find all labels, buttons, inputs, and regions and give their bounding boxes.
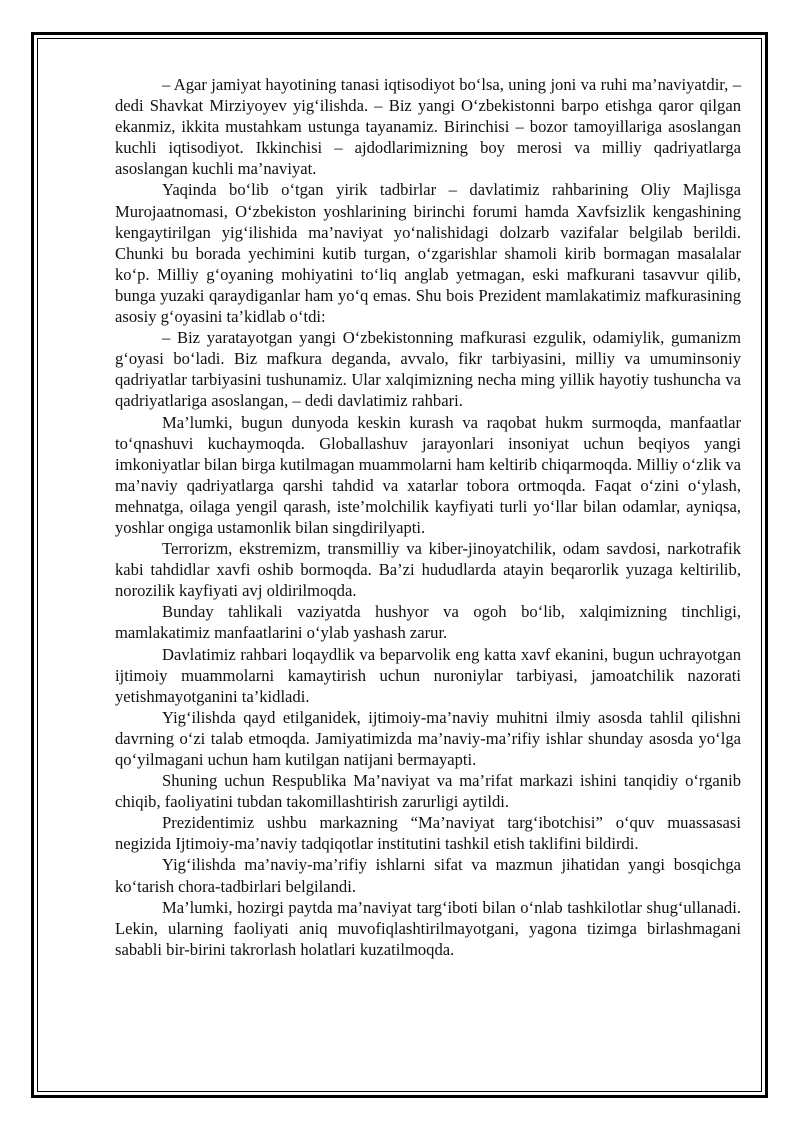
paragraph-3: – Biz yaratayotgan yangi O‘zbekistonning mafkurasi ezgulik, odamiylik, gumanizm g‘oyasi bo‘ladi. Biz mafkura deganda, avvalo, fikr tarbiyasini, milliy va umuminsoniy qadriyatlar tarbiyasini tushunamiz. Ular xalqimizning necha ming yillik hayotiy tushuncha va qadriyatlariga asoslangan, – dedi davlatimiz rahbari. bbox=[115, 328, 741, 411]
document-body bbox=[115, 74, 741, 960]
paragraph-7: Davlatimiz rahbari loqaydlik va beparvolik eng katta xavf ekanini, bugun uchrayotgan ijtimoiy muammolarni kamaytirish uchun nuroniylar tarbiyasi, jamoatchilik nazorati yetishmayotganini ta’kidladi. bbox=[115, 644, 741, 706]
paragraph-11: Yig‘ilishda ma’naviy-ma’rifiy ishlarni sifat va mazmun jihatidan yangi bosqichga ko‘tarish chora-tadbirlari belgilandi. bbox=[115, 855, 741, 896]
paragraph-5: Terrorizm, ekstremizm, transmilliy va kiber-jinoyatchilik, odam savdosi, narkotrafik kabi tahdidlar xavfi oshib bormoqda. Ba’zi hududlarda atayin beqarorlik yuzaga keltirilib, norozilik kayfiyati avj oldirilmoqda. bbox=[115, 539, 741, 601]
paragraph-2: Yaqinda bo‘lib o‘tgan yirik tadbirlar – davlatimiz rahbarining Oliy Majlisga Murojaatnomasi, O‘zbekiston yoshlarining birinchi forumi hamda Xavfsizlik kengashining kengaytirilgan yig‘ilishida ma’naviyat yo‘nalishidagi dolzarb vazifalar belgilab berildi. Chunki bu borada yechimini kutib turgan, o‘zgarishlar shamoli kirib bormagan masalalar ko‘p. Milliy g‘oyaning mohiyatini to‘liq anglab yetmagan, eski mafkurani tasavvur qilib, bunga yuzaki qaraydiganlar ham yo‘q emas. Shu bois Prezident mamlakatimiz mafkurasining asosiy g‘oyasini ta’kidlab o‘tdi: bbox=[115, 180, 741, 327]
paragraph-8: Yig‘ilishda qayd etilganidek, ijtimoiy-ma’naviy muhitni ilmiy asosda tahlil qilishni davrning o‘zi talab etmoqda. Jamiyatimizda ma’naviy-ma’rifiy ishlar shunday asosda yo‘lga qo‘yilmagani uchun ham kutilgan natijani bermayapti. bbox=[115, 707, 741, 769]
paragraph-12: Ma’lumki, hozirgi paytda ma’naviyat targ‘iboti bilan o‘nlab tashkilotlar shug‘ullanadi. Lekin, ularning faoliyati aniq muvofiqlashtirilmayotgani, yagona tizimga birlashmagani sababli bir-birini takrorlash holatlari kuzatilmoqda. bbox=[115, 897, 741, 959]
paragraph-9: Shuning uchun Respublika Ma’naviyat va ma’rifat markazi ishini tanqidiy o‘rganib chiqib, faoliyatini tubdan takomillashtirish zarurligi aytildi. bbox=[115, 771, 741, 812]
paragraph-10: Prezidentimiz ushbu markazning “Ma’naviyat targ‘ibotchisi” o‘quv muassasasi negizida Ijtimoiy-ma’naviy tadqiqotlar institutini tashkil etish taklifini bildirdi. bbox=[115, 813, 741, 854]
paragraph-1: – Agar jamiyat hayotining tanasi iqtisodiyot bo‘lsa, uning joni va ruhi ma’naviyatdir, – dedi Shavkat Mirziyoyev yig‘ilishda. – Biz yangi O‘zbekistonni barpo etishga qaror qilgan ekanmiz, ikkita mustahkam ustunga tayanamiz. Birinchisi – bozor tamoyillariga asoslangan kuchli iqtisodiyot. Ikkinchisi – ajdodlarimizning boy merosi va milliy qadriyatlarga asoslangan kuchli ma’naviyat. bbox=[115, 75, 741, 179]
paragraph-4: Ma’lumki, bugun dunyoda keskin kurash va raqobat hukm surmoqda, manfaatlar to‘qnashuvi kuchaymoqda. Globallashuv jarayonlari insoniyat uchun beqiyos yangi imkoniyatlar bilan birga kutilmagan muammolarni ham keltirib chiqarmoqda. Milliy o‘zlik va ma’naviy qadriyatlarga qarshi tahdid va xatarlar tobora ortmoqda. Faqat o‘zini o‘ylash, mehnatga, oilaga yengil qarash, iste’molchilik kayfiyati turli yo‘llar bilan odamlar, ayniqsa, yoshlar ongiga ustamonlik bilan singdirilyapti. bbox=[115, 412, 741, 537]
paragraph-6: Bunday tahlikali vaziyatda hushyor va ogoh bo‘lib, xalqimizning tinchligi, mamlakatimiz manfaatlarini o‘ylab yashash zarur. bbox=[115, 602, 741, 643]
